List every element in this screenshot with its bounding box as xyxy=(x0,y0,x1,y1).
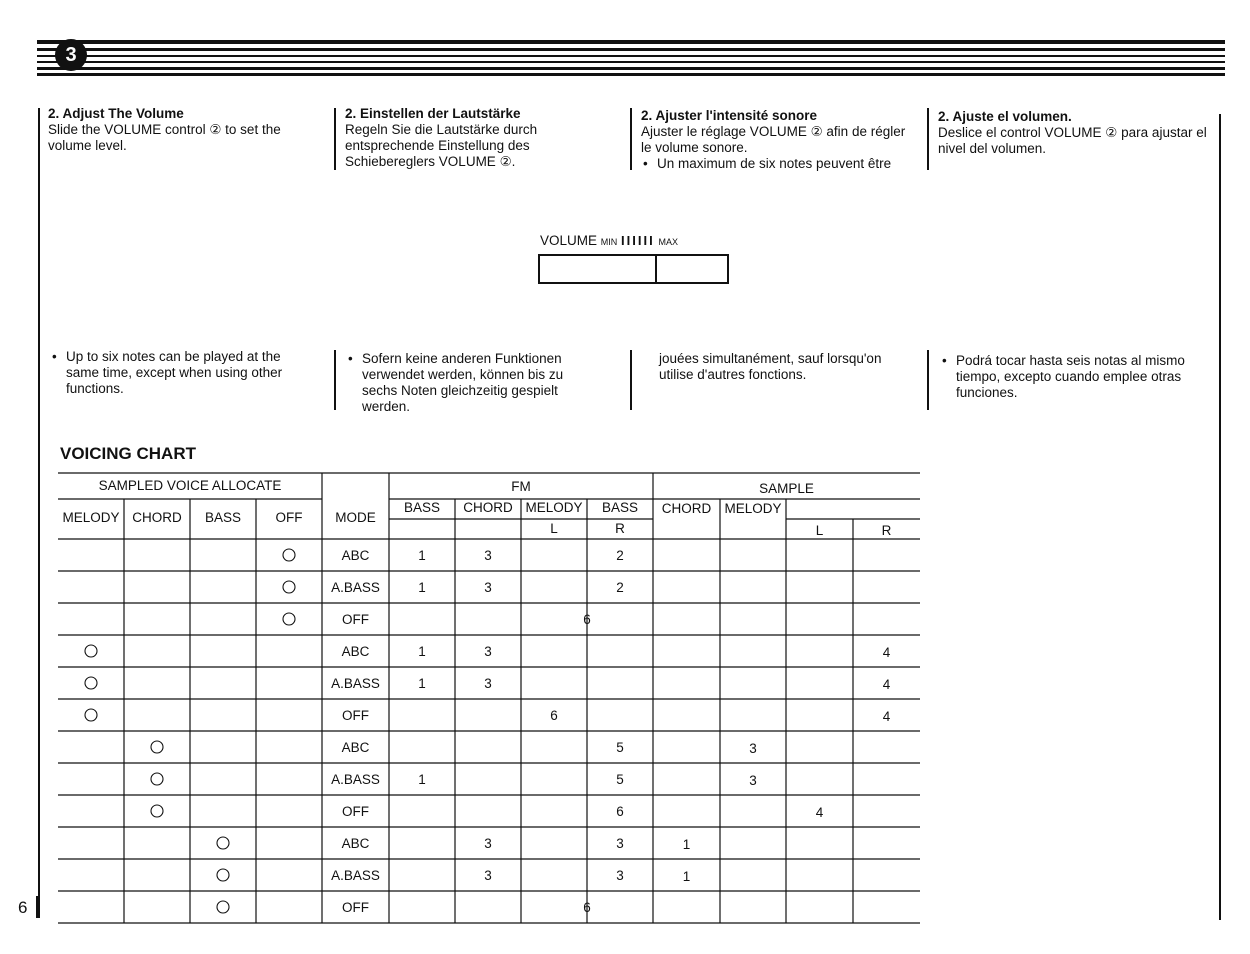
note-continuation: jouées simultanément, sauf lorsqu'on utilise d'autres fonctions. xyxy=(659,351,882,382)
instruction-body: Ajuster le réglage VOLUME ② afin de régler le volume sonore. xyxy=(641,124,906,155)
allocation-circle-mark xyxy=(151,741,163,753)
fm-value-cell: 1 xyxy=(418,580,426,595)
fm-value-cell: 1 xyxy=(418,548,426,563)
note-bullet: • Up to six notes can be played at the same time, except when using other functions. xyxy=(50,349,310,397)
mode-cell: A.BASS xyxy=(331,868,380,883)
allocation-circle-mark xyxy=(217,869,229,881)
mode-cell: ABC xyxy=(341,644,370,659)
allocation-circle-mark xyxy=(283,549,295,561)
page-number-rule xyxy=(36,896,38,918)
sample-value-cell: 1 xyxy=(682,837,691,852)
fm-value-cell: 3 xyxy=(484,836,492,851)
mode-cell: OFF xyxy=(342,612,369,627)
allocation-circle-mark xyxy=(151,773,163,785)
chart-title: VOICING CHART xyxy=(60,444,196,463)
mode-cell: OFF xyxy=(342,708,369,723)
combined-value-cell: 6 xyxy=(583,900,591,915)
page-number: 6 xyxy=(18,898,28,917)
allocation-circle-mark xyxy=(85,677,97,689)
volume-max: MAX xyxy=(658,237,678,247)
mode-cell: ABC xyxy=(341,740,370,755)
mode-cell: ABC xyxy=(341,548,370,563)
sample-value-cell: 3 xyxy=(749,773,757,788)
header-chord: CHORD xyxy=(132,510,182,525)
header-fm-col: MELODY xyxy=(525,500,583,515)
instruction-heading: 2. Adjust The Volume xyxy=(48,106,184,121)
header-sample-left: L xyxy=(815,523,824,538)
allocation-circle-mark xyxy=(217,837,229,849)
mode-cell: OFF xyxy=(342,900,369,915)
header-off: OFF xyxy=(275,510,303,525)
mode-cell: A.BASS xyxy=(331,676,380,691)
allocation-circle-mark xyxy=(217,901,229,913)
sample-value-cell: 4 xyxy=(882,709,891,724)
fm-value-cell: 3 xyxy=(484,676,492,691)
sample-value-cell: 3 xyxy=(749,741,757,756)
header-fm-col: CHORD xyxy=(463,500,513,515)
header-fm-col: BASS xyxy=(403,500,441,515)
sample-value-cell: 4 xyxy=(815,805,824,820)
instruction-body: Deslice el control VOLUME ② para ajustar el nivel del volumen. xyxy=(938,125,1207,156)
combined-value-cell: 6 xyxy=(583,612,591,627)
volume-text: VOLUME xyxy=(540,233,598,248)
fm-value-cell: 3 xyxy=(616,836,624,851)
fm-value-cell: 5 xyxy=(616,772,624,787)
fm-value-cell: 5 xyxy=(616,740,624,755)
instruction-body: Slide the VOLUME control ② to set the volume level. xyxy=(48,122,281,153)
fm-value-cell: 3 xyxy=(484,548,492,563)
allocation-circle-mark xyxy=(283,613,295,625)
sample-value-cell: 4 xyxy=(882,645,891,660)
mode-cell: A.BASS xyxy=(331,772,380,787)
header-sample: SAMPLE xyxy=(759,481,814,496)
header-fm-left: L xyxy=(550,521,558,536)
sample-value-cell: 4 xyxy=(882,677,891,692)
fm-value-cell: 3 xyxy=(484,580,492,595)
mode-cell: A.BASS xyxy=(331,580,380,595)
fm-value-cell: 1 xyxy=(418,644,426,659)
mode-cell: ABC xyxy=(341,836,370,851)
note-bullet: • Podrá tocar hasta seis notas al mismo tiempo, excepto cuando emplee otras funciones. xyxy=(940,353,1210,401)
allocation-circle-mark xyxy=(283,581,295,593)
instruction-heading: 2. Ajuster l'intensité sonore xyxy=(641,108,818,123)
instruction-heading: 2. Ajuste el volumen. xyxy=(938,109,1072,124)
header-fm: FM xyxy=(511,479,531,494)
note-bullet: • Un maximum de six notes peuvent être xyxy=(641,156,916,172)
volume-min: MIN xyxy=(600,237,618,247)
allocation-circle-mark xyxy=(85,645,97,657)
fm-value-cell: 6 xyxy=(616,804,624,819)
header-fm-right: R xyxy=(615,521,625,536)
allocation-circle-mark xyxy=(85,709,97,721)
mode-cell: OFF xyxy=(342,804,369,819)
section-number-badge: 3 xyxy=(55,39,87,71)
allocation-circle-mark xyxy=(151,805,163,817)
volume-ticks: IIIIII xyxy=(621,233,655,248)
instruction-heading: 2. Einstellen der Lautstärke xyxy=(345,106,521,121)
fm-value-cell: 1 xyxy=(418,772,426,787)
sample-value-cell: 1 xyxy=(682,869,691,884)
header-sampled-voice-allocate: SAMPLED VOICE ALLOCATE xyxy=(98,478,282,493)
instruction-body: Regeln Sie die Lautstärke durch entsprechende Einstellung des Schiebereglers VOLUME ②. xyxy=(345,122,538,169)
fm-value-cell: 2 xyxy=(616,548,624,563)
fm-value-cell: 1 xyxy=(418,676,426,691)
fm-value-cell: 6 xyxy=(550,708,558,723)
fm-value-cell: 2 xyxy=(616,580,624,595)
header-melody: MELODY xyxy=(62,510,120,525)
fm-value-cell: 3 xyxy=(484,868,492,883)
fm-value-cell: 3 xyxy=(484,644,492,659)
header-sample-col: CHORD xyxy=(661,501,712,516)
note-bullet: • Sofern keine anderen Funktionen verwendet werden, können bis zu sechs Noten gleichzeitig gespielt werden. xyxy=(346,351,596,415)
header-sample-right: R xyxy=(881,523,892,538)
header-sample-col: MELODY xyxy=(724,501,782,516)
header-mode: MODE xyxy=(335,510,376,525)
header-fm-col: BASS xyxy=(601,500,639,515)
header-bass: BASS xyxy=(204,510,242,525)
fm-value-cell: 3 xyxy=(616,868,624,883)
